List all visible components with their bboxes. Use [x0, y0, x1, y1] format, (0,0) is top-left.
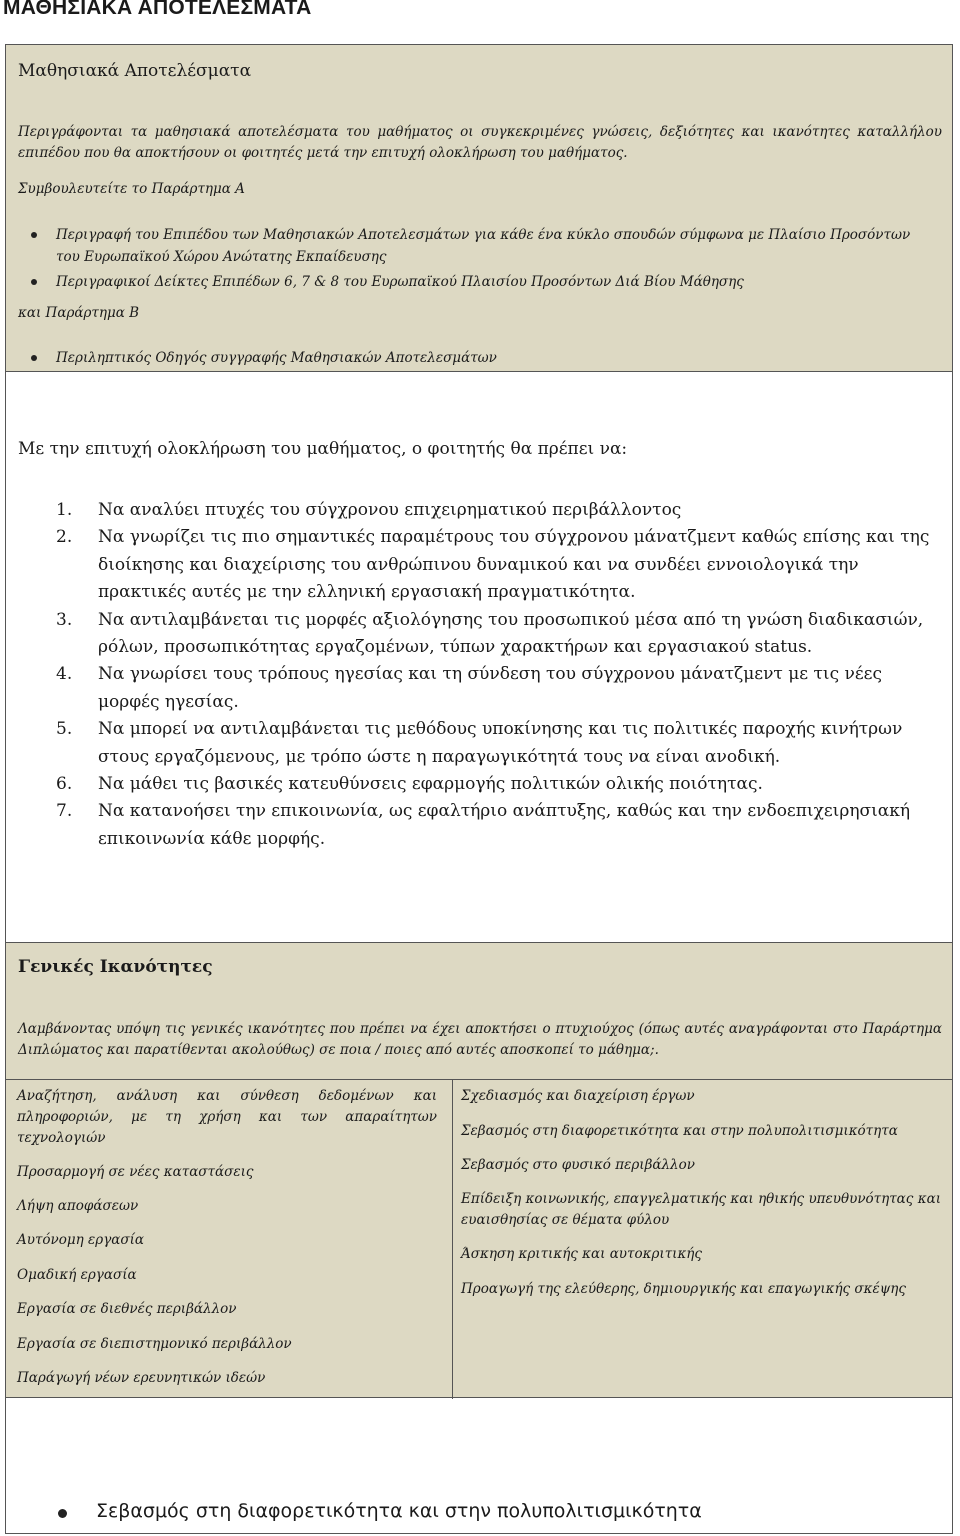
list-item: Αναζήτηση, ανάλυση και σύνθεση δεδομένων και πληροφοριών, με τη χρήση και των απαραίτητων τεχνολογιών — [17, 1088, 437, 1146]
learning-outcomes-guidance: Μαθησιακά Αποτελέσματα Περιγράφονται τα μαθησιακά αποτελέσματα του μαθήματος οι συγκεκριμένες γνώσεις, δεξιότητες και ικανότητες καταλλήλου επιπέδου που θα αποκτήσουν οι φοιτητές μετά την επιτυχή ολοκλήρωση του μαθήματος. Συμβουλευτείτε το Παράρτημα Α Περιγραφή του Επιπέδου των Μαθησιακών Αποτελεσμάτων για κάθε ένα κύκλο σπουδών σύμφωνα με Πλαίσιο Προσόντων του Ευρωπαϊκού Χώρου Ανώτατης Εκπαίδευσης Περιγραφικοί Δείκτες Επιπέδων 6, 7 & 8 του Ευρωπαϊκού Πλαισίου Προσόντων Διά Βίου Μάθησης και Παράρτημα Β Περιληπτικός Οδηγός συγγραφής Μαθησιακών Αποτελεσμάτων — [6, 45, 952, 372]
consult-appendix-a: Συμβουλευτείτε το Παράρτημα Α — [18, 181, 245, 197]
list-item: 2. Να γνωρίζει τις πιο σημαντικές παραμέτρους του σύγχρονου μάνατζμεντ καθώς επίσης και της διοίκησης και διαχείρισης του ανθρώπινου δυναμικού και να συνδέει εννοιολογικά την πρακτικές αυτές με την ελληνική εργασιακή πραγματικότητα. — [56, 527, 930, 603]
list-item: 7. Να κατανοήσει την επικοινωνία, ως εφαλτήριο ανάπτυξης, καθώς και την ενδοεπιχειρησιακή επικοινωνία κάθε μορφής. — [56, 801, 911, 849]
general-competences-description: Λαμβάνοντας υπόψη τις γενικές ικανότητες που πρέπει να έχει αποκτήσει ο πτυχιούχος (όπως αυτές αναγράφονται στο Παράρτημα Διπλώματος και παρατίθενται ακολούθως) σε ποια / ποιες από αυτές αποσκοπεί το μάθημα;. — [18, 1021, 942, 1058]
course-outline-table — [5, 44, 953, 1534]
outcomes-intro: Με την επιτυχή ολοκλήρωση του μαθήματος, ο φοιτητής θα πρέπει να: — [18, 439, 628, 459]
list-item: Προαγωγή της ελεύθερης, δημιουργικής και επαγωγικής σκέψης — [461, 1281, 906, 1297]
list-item: Εργασία σε διεθνές περιβάλλον — [17, 1301, 237, 1317]
outcomes-list — [56, 497, 936, 853]
bullet-icon — [58, 1509, 67, 1518]
and-appendix-b: και Παράρτημα Β — [18, 305, 140, 321]
list-item: Επίδειξη κοινωνικής, επαγγελματικής και ηθικής υπευθυνότητας και ευαισθησίας σε θέματα φύλου — [461, 1191, 941, 1228]
list-item: Σεβασμός στο φυσικό περιβάλλον — [461, 1157, 695, 1173]
list-item: 3. Να αντιλαμβάνεται τις μορφές αξιολόγησης του προσωπικού μέσα από τη γνώση διαδικασιών, ρόλων, προσωπικότητας εργαζομένων, τύπων χαρακτήρων και εργασιακού status. — [56, 609, 924, 658]
list-item: 6. Να μάθει τις βασικές κατευθύνσεις εφαρμογής πολιτικών ολικής ποιότητας. — [56, 774, 763, 795]
bullet-icon — [31, 279, 37, 285]
general-competences-guidance — [6, 942, 952, 1398]
list-item: Σχεδιασμός και διαχείριση έργων — [461, 1088, 695, 1104]
list-item: Σεβασμός στη διαφορετικότητα και στην πολυπολιτισμικότητα — [461, 1123, 898, 1139]
list-item: Παράγωγή νέων ερευνητικών ιδεών — [17, 1370, 266, 1386]
list-item: Εργασία σε διεπιστημονικό περιβάλλον — [17, 1336, 292, 1352]
list-item: 1. Να αναλύει πτυχές του σύγχρονου επιχειρηματικού περιβάλλοντος — [56, 500, 682, 520]
list-item: Άσκηση κριτικής και αυτοκριτικής — [461, 1246, 702, 1262]
competences-grid — [6, 1079, 952, 1399]
learning-outcomes-title: Μαθησιακά Αποτελέσματα — [18, 61, 252, 81]
list-item: 5. Να μπορεί να αντιλαμβάνεται τις μεθόδους υποκίνησης και τις πολιτικές παροχής κινήτρων στους εργαζόμενους, με τρόπο ώστε η παραγωγικότητά τους να είναι ανοδική. — [56, 719, 903, 767]
list-item: Ομαδική εργασία — [17, 1267, 137, 1283]
list-item: 4. Να γνωρίσει τους τρόπους ηγεσίας και τη σύνδεση του σύγχρονου μάνατζμεντ με τις νέες μορφές ηγεσίας. — [56, 664, 882, 712]
list-item: Αυτόνομη εργασία — [17, 1232, 145, 1248]
bullet-icon — [31, 355, 37, 361]
general-competences-title: Γενικές Ικανότητες — [18, 957, 213, 977]
list-item: Προσαρμογή σε νέες καταστάσεις — [17, 1164, 254, 1180]
learning-outcomes-description: Περιγράφονται τα μαθησιακά αποτελέσματα του μαθήματος οι συγκεκριμένες γνώσεις, δεξιότητες και ικανότητες καταλλήλου επιπέδου που θα αποκτήσουν οι φοιτητές μετά την επιτυχή ολοκλήρωση του μαθήματος. — [18, 124, 942, 161]
bullet-icon — [31, 232, 37, 238]
page-title: ΜΑΘΗΣΙΑΚΑ ΑΠΟΤΕΛΕΣΜΑΤΑ — [3, 0, 312, 19]
list-item: Λήψη αποφάσεων — [17, 1198, 139, 1214]
